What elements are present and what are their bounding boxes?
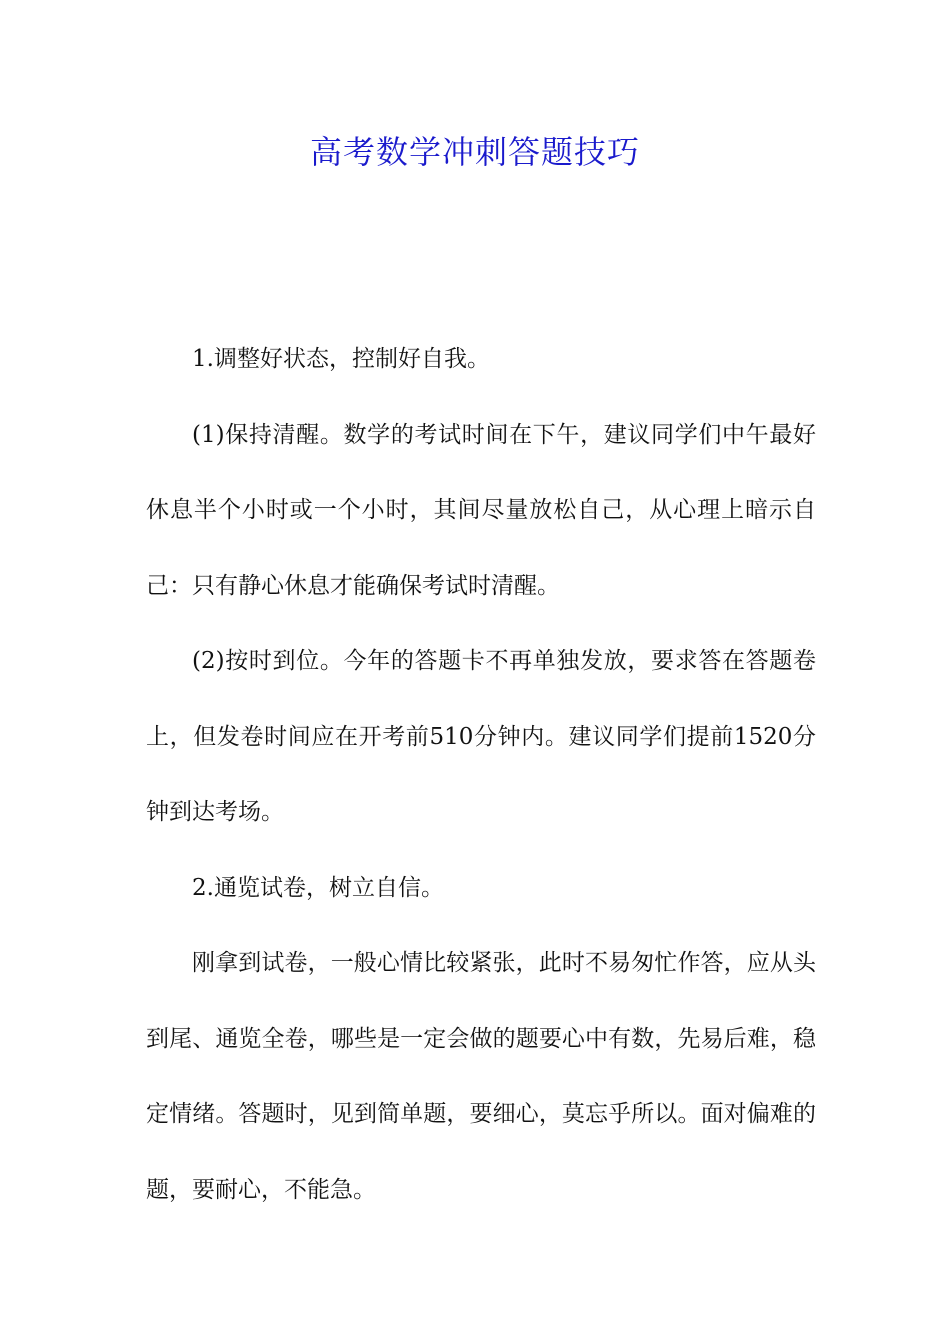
paragraph-heading-2: 2.通览试卷，树立自信。 bbox=[192, 874, 444, 901]
paragraph-arrive-on-time: (2)按时到位。今年的答题卡不再单独发放，要求答在答题卷上，但发卷时间应在开考前510分钟内。建议同学们提前1520分钟到达考场。 bbox=[146, 648, 816, 825]
page-title: 高考数学冲刺答题技巧 bbox=[309, 133, 640, 171]
paragraph-heading-1: 1.调整好状态，控制好自我。 bbox=[192, 346, 490, 372]
paragraph-stay-awake: (1)保持清醒。数学的考试时间在下午，建议同学们中午最好休息半个小时或一个小时，其间尽量放松自己，从心理上暗示自己：只有静心休息才能确保考试时清醒。 bbox=[146, 421, 816, 599]
document-body bbox=[146, 322, 816, 1228]
paragraph-browse-paper: 刚拿到试卷，一般心情比较紧张，此时不易匆忙作答，应从头到尾、通览全卷，哪些是一定会做的题要心中有数，先易后难，稳定情绪。答题时，见到简单题，要细心，莫忘乎所以。面对偏难的题，要耐心，不能急。 bbox=[146, 950, 816, 1203]
